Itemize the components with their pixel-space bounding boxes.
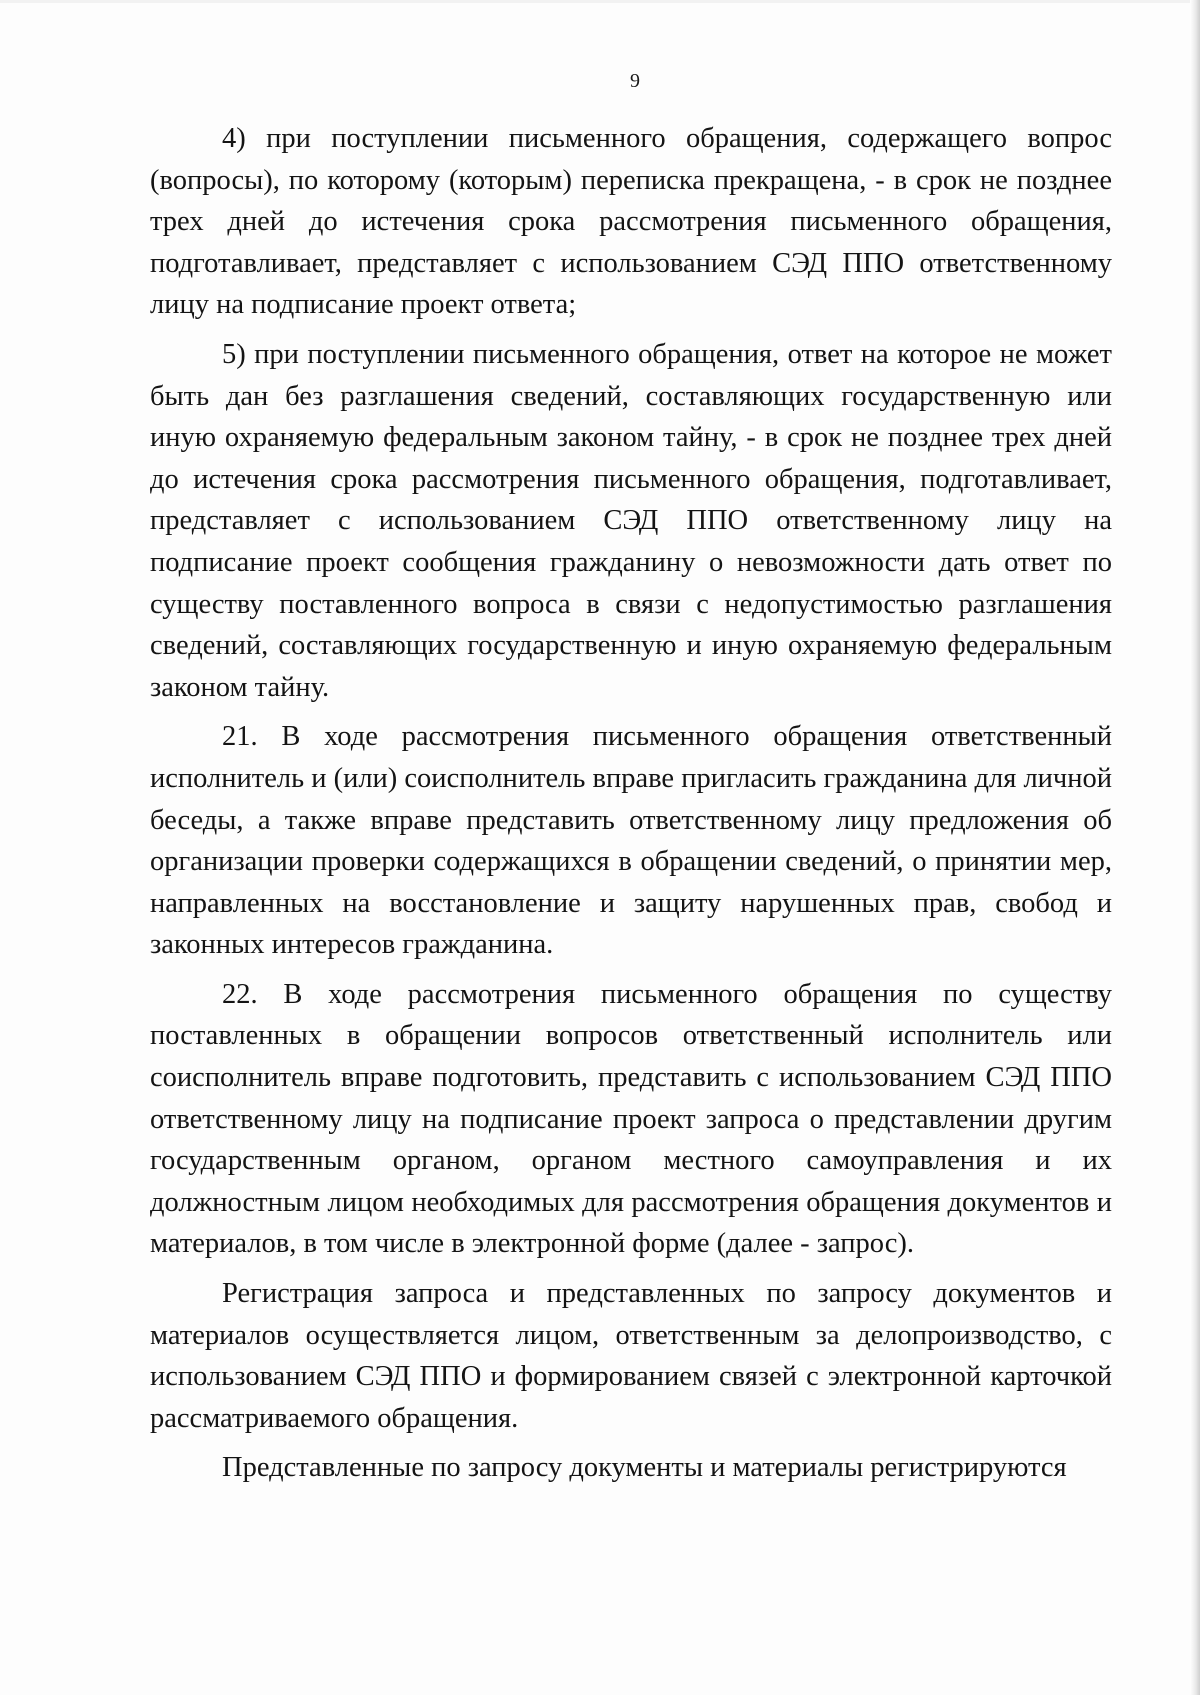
paragraph-item-5: 5) при поступлении письменного обращения, ответ на которое не может быть дан без разглашения сведений, составляющих государственную или иную охраняемую федеральным законом тайну, - в срок не позднее трех дней до истечения срока рассмотрения письменного обращения, подготавливает, представляет с использованием СЭД ППО ответственному лицу на подписание проект сообщения гражданину о невозможности дать ответ по существу поставленного вопроса в связи с недопустимостью разглашения сведений, составляющих государственную и иную охраняемую федеральным законом тайну.: [150, 338, 1112, 703]
paragraph-clause-21: 21. В ходе рассмотрения письменного обращения ответственный исполнитель и (или) соисполнитель вправе пригласить гражданина для личной беседы, а также вправе представить ответственному лицу предложения об организации проверки содержащихся в обращении сведений, о принятии мер, направленных на восстановление и защиту нарушенных прав, свобод и законных интересов гражданина.: [150, 721, 1113, 961]
paragraph-registration: Регистрация запроса и представленных по запросу документов и материалов осуществляется лицом, ответственным за делопроизводство, с использованием СЭД ППО и формированием связей с электронной карточкой рассматриваемого обращения.: [150, 1278, 1112, 1434]
page-number: 9: [630, 70, 640, 92]
paragraph-continuation: Представленные по запросу документы и материалы регистрируются: [222, 1452, 1067, 1484]
paragraph-item-4: 4) при поступлении письменного обращения, содержащего вопрос (вопросы), по которому (которым) переписка прекращена, - в срок не позднее трех дней до истечения срока рассмотрения письменного обращения, подготавливает, представляет с использованием СЭД ППО ответственному лицу на подписание проект ответа;: [150, 123, 1112, 321]
scan-edge-top: [0, 0, 1200, 3]
paragraph-clause-22: 22. В ходе рассмотрения письменного обращения по существу поставленных в обращении вопросов ответственный исполнитель или соисполнитель вправе подготовить, представить с использованием СЭД ППО ответственному лицу на подписание проект запроса о представлении другим государственным органом, органом местного самоуправления и их должностным лицом необходимых для рассмотрения обращения документов и материалов, в том числе в электронной форме (далее - запрос).: [150, 978, 1112, 1260]
scan-edge-right: [1190, 0, 1200, 1695]
document-body: [150, 118, 1112, 1489]
